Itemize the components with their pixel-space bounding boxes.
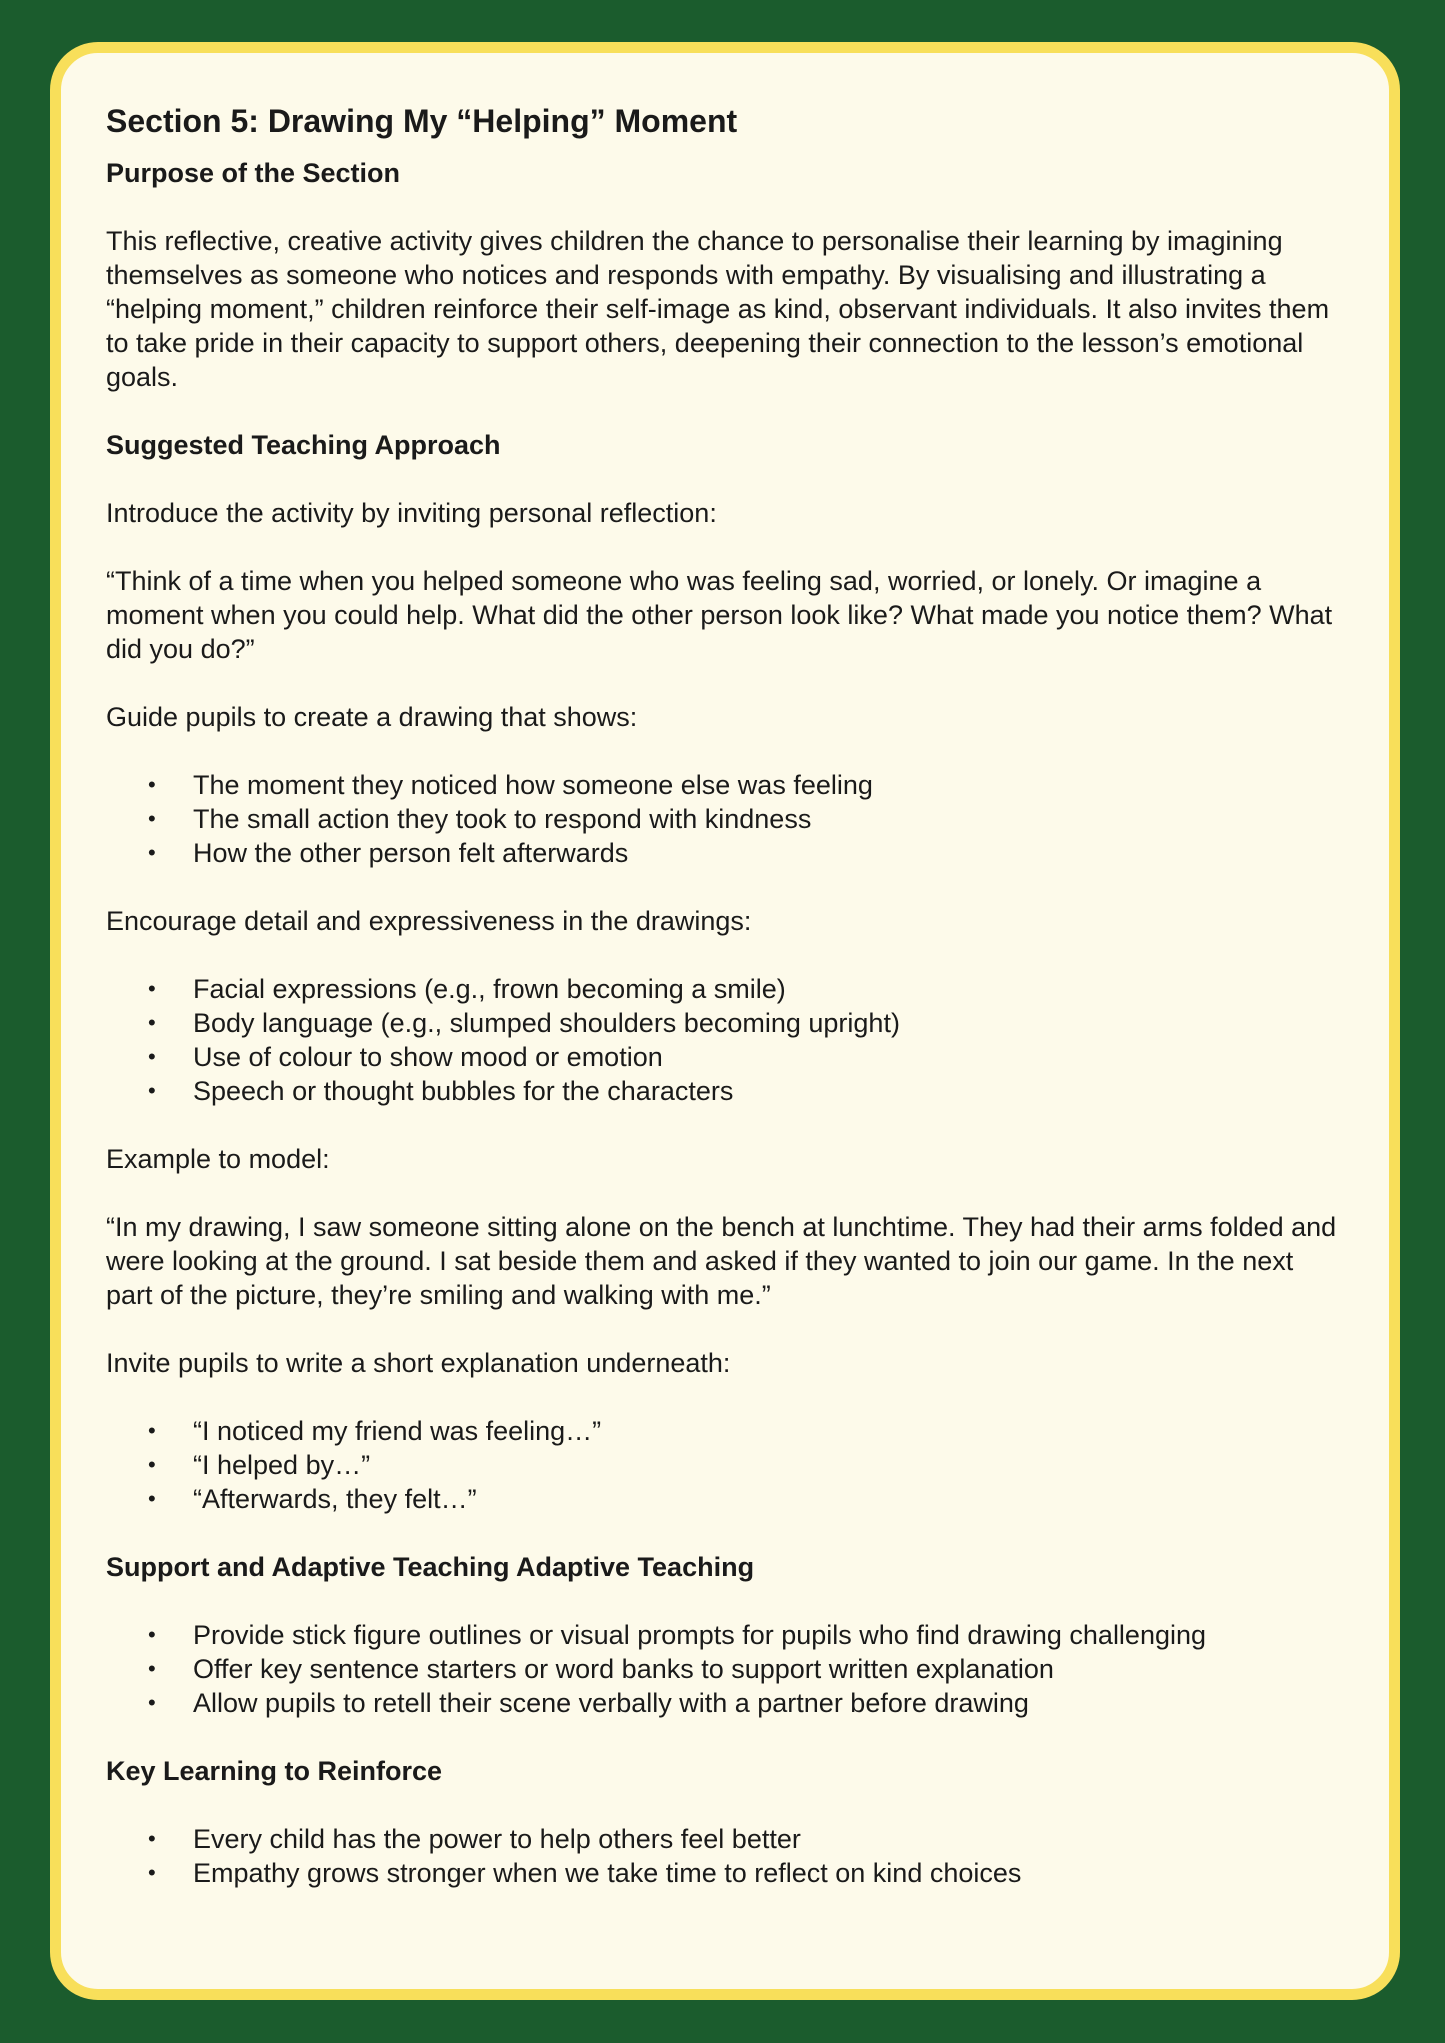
key-learning-heading: Key Learning to Reinforce	[106, 1756, 443, 1786]
key-learning-list	[106, 1822, 1346, 1890]
bullet-icon: •	[148, 806, 156, 831]
list-item: • Allow pupils to retell their scene verbally with a partner before drawing	[148, 1688, 1029, 1718]
bullet-icon: •	[148, 1622, 156, 1647]
purpose-heading: Purpose of the Section	[106, 158, 401, 188]
list-item: • Facial expressions (e.g., frown becoming a smile)	[148, 974, 786, 1004]
approach-heading: Suggested Teaching Approach	[106, 430, 501, 460]
bullet-icon: •	[148, 1826, 156, 1851]
bullet-icon: •	[148, 1044, 156, 1069]
page-title: Section 5: Drawing My “Helping” Moment	[106, 103, 738, 139]
bullet-icon: •	[148, 1418, 156, 1443]
example-quote: “In my drawing, I saw someone sitting alone on the bench at lunchtime. They had their arms folded and were looking at the ground. I sat beside them and asked if they wanted to join our game. In the next part of the picture, they’re smiling and walking with me.”	[106, 1212, 1337, 1310]
list-item: • Speech or thought bubbles for the characters	[148, 1076, 734, 1106]
bullet-icon: •	[148, 840, 156, 865]
list-item: • The moment they noticed how someone else was feeling	[148, 770, 873, 800]
list-item: • The small action they took to respond with kindness	[148, 804, 812, 834]
list-item: • Offer key sentence starters or word banks to support written explanation	[148, 1654, 1054, 1684]
guide-list	[106, 768, 1346, 870]
bullet-icon: •	[148, 976, 156, 1001]
bullet-icon: •	[148, 1690, 156, 1715]
document-content	[106, 98, 1346, 1890]
list-item: • Provide stick figure outlines or visual prompts for pupils who find drawing challenging	[148, 1620, 1207, 1650]
support-list	[106, 1618, 1346, 1720]
bullet-icon: •	[148, 1078, 156, 1103]
bullet-icon: •	[148, 1860, 156, 1885]
example-intro: Example to model:	[106, 1144, 330, 1174]
approach-intro: Introduce the activity by inviting personal reflection:	[106, 498, 717, 528]
reflection-quote: “Think of a time when you helped someone who was feeling sad, worried, or lonely. Or imagine a moment when you could help. What did the other person look like? What made you notice them? What did you do?”	[106, 566, 1333, 664]
bullet-icon: •	[148, 772, 156, 797]
list-item: • “I noticed my friend was feeling…”	[148, 1416, 602, 1446]
bullet-icon: •	[148, 1486, 156, 1511]
list-item: • Every child has the power to help others feel better	[148, 1824, 801, 1854]
list-item: • Body language (e.g., slumped shoulders becoming upright)	[148, 1008, 900, 1038]
list-item: • “Afterwards, they felt…”	[148, 1484, 477, 1514]
bullet-icon: •	[148, 1452, 156, 1477]
guide-intro: Guide pupils to create a drawing that shows:	[106, 702, 638, 732]
bullet-icon: •	[148, 1656, 156, 1681]
bullet-icon: •	[148, 1010, 156, 1035]
write-intro: Invite pupils to write a short explanation underneath:	[106, 1348, 731, 1378]
purpose-text: This reflective, creative activity gives children the chance to personalise their learning by imagining themselves as someone who notices and responds with empathy. By visualising and illustrating a “helping moment,” children reinforce their self-image as kind, observant individuals. It also invites them to take pride in their capacity to support others, deepening their connection to the lesson’s emotional goals.	[106, 226, 1330, 392]
list-item: • “I helped by…”	[148, 1450, 371, 1480]
list-item: • How the other person felt afterwards	[148, 838, 629, 868]
encourage-intro: Encourage detail and expressiveness in the drawings:	[106, 906, 752, 936]
encourage-list	[106, 972, 1346, 1108]
support-heading: Support and Adaptive Teaching Adaptive Teaching	[106, 1552, 755, 1582]
list-item: • Empathy grows stronger when we take time to reflect on kind choices	[148, 1858, 1022, 1888]
sentence-starter-list	[106, 1414, 1346, 1516]
list-item: • Use of colour to show mood or emotion	[148, 1042, 663, 1072]
